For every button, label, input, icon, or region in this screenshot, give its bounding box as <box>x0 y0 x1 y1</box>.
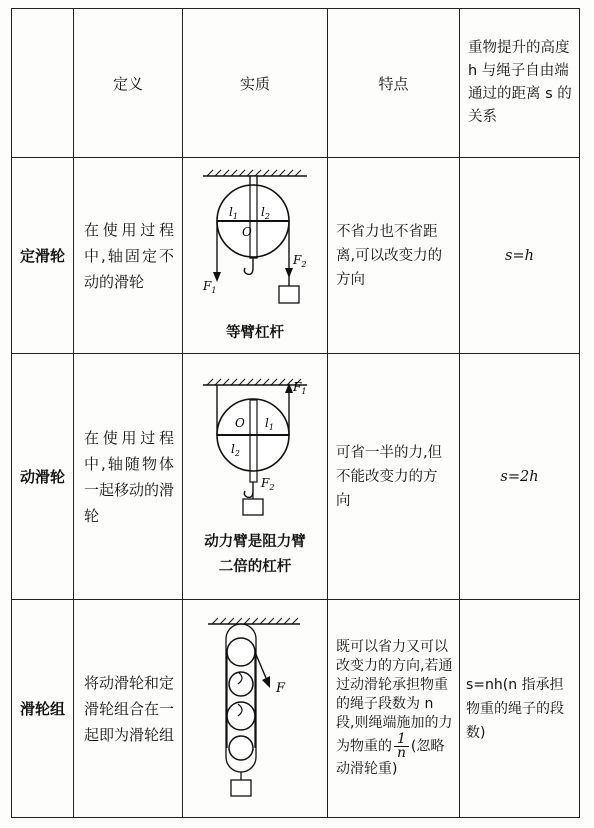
f2-label: $F_2$ <box>261 475 275 492</box>
header-relation: 重物提升的高度 h 与绳子自由端通过的距离 s 的关系 <box>460 9 580 158</box>
header-essence: 实质 <box>183 9 328 158</box>
pivot-label: O <box>235 415 245 430</box>
features-text: 既可以省力又可以改变力的方向,若通过动滑轮承担物重的绳子段数为 n 段,则绳端施加的力为物重的 <box>336 639 453 755</box>
fraction-numerator: 1 <box>394 733 409 747</box>
f-label: F <box>276 680 286 696</box>
essence-caption-line2: 二倍的杠杆 <box>218 558 292 575</box>
row-features <box>328 600 460 818</box>
header-name <box>12 9 74 158</box>
header-definition: 定义 <box>74 9 183 158</box>
table-row-fixed-pulley <box>12 158 580 354</box>
l2-label: $l_2$ <box>261 205 270 221</box>
row-relation: s=nh(n 指承担物重的绳子的段数) <box>460 600 580 818</box>
l1-label: $l_1$ <box>265 415 274 432</box>
features-note: (忽略动滑轮重) <box>336 738 445 777</box>
row-essence <box>183 354 328 600</box>
movable-pulley-diagram <box>195 375 315 525</box>
table-row-pulley-block <box>12 600 580 818</box>
fraction-denominator: n <box>396 745 406 761</box>
pulley-block-diagram <box>200 612 310 802</box>
row-essence <box>183 600 328 818</box>
fraction <box>394 733 409 760</box>
f1-label: $F_1$ <box>293 379 307 396</box>
fixed-pulley-diagram <box>195 166 315 316</box>
f2-label: $F_2$ <box>293 253 307 269</box>
pulley-table <box>11 8 580 818</box>
row-name: 动滑轮 <box>12 354 74 600</box>
row-definition: 将动滑轮和定滑轮组合在一起即为滑轮组 <box>74 600 183 818</box>
header-features: 特点 <box>328 9 460 158</box>
essence-caption-line1: 动力臂是阻力臂 <box>204 533 306 550</box>
row-relation: s=2h <box>460 354 580 600</box>
row-features: 可省一半的力,但不能改变力的方向 <box>328 354 460 600</box>
row-name: 滑轮组 <box>12 600 74 818</box>
row-name: 定滑轮 <box>12 158 74 354</box>
f1-label: $F_1$ <box>203 279 217 295</box>
l2-label: $l_2$ <box>231 441 240 458</box>
header-row <box>12 9 580 158</box>
essence-caption: 等臂杠杆 <box>226 325 284 341</box>
row-essence <box>183 158 328 354</box>
table-row-movable-pulley <box>12 354 580 600</box>
pivot-label: O <box>242 225 252 239</box>
row-definition: 在使用过程中,轴固定不动的滑轮 <box>74 158 183 354</box>
l1-label: $l_1$ <box>229 205 238 221</box>
row-definition: 在使用过程中,轴随物体一起移动的滑轮 <box>74 354 183 600</box>
row-features: 不省力也不省距离,可以改变力的方向 <box>328 158 460 354</box>
row-relation: s=h <box>460 158 580 354</box>
